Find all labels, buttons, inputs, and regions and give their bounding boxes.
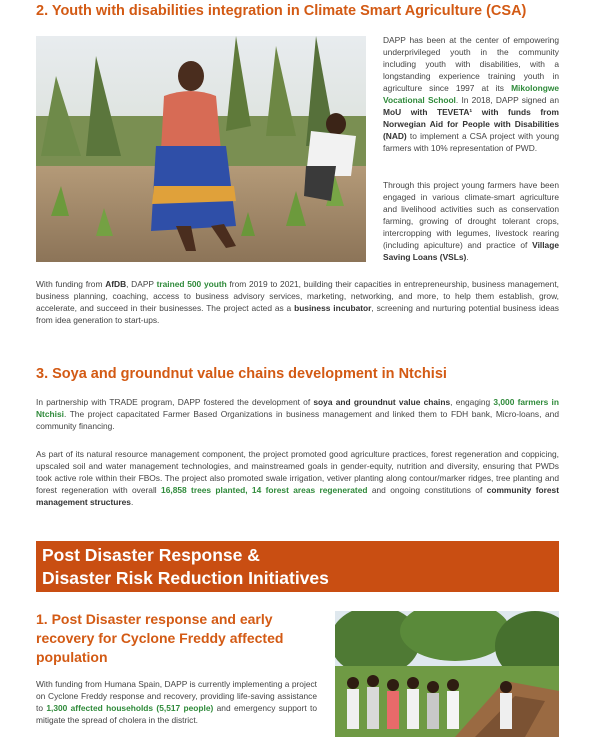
section-3-partnership-paragraph: In partnership with TRADE program, DAPP fostered the development of soya and groundnut value chains, engaging 3,000 farmers in Ntchisi. The project capacitated Farmer Based Organizations in business management and linked them to FDH bank, Micro-loans, and community financing. <box>36 397 559 431</box>
banner-line-1: Post Disaster Response & <box>42 545 260 565</box>
trees-highlight: 16,858 trees planted, 14 forest areas regenerated <box>161 485 368 495</box>
post-disaster-title: 1. Post Disaster response and early recovery for Cyclone Freddy affected population <box>36 611 284 665</box>
post-disaster-paragraph: With funding from Humana Spain, DAPP is currently implementing a project on Cyclone Freddy response and recovery, providing life-saving assistance to 1,300 affected households (5,517 people) and emergency support to mitigate the spread of cholera in the district. <box>36 679 317 725</box>
photo-youth-farming <box>36 36 366 262</box>
section-2-title: 2. Youth with disabilities integration in Climate Smart Agriculture (CSA) <box>36 3 527 19</box>
vsl-highlight: Village Saving Loans (VSLs) <box>383 240 559 262</box>
section-2-activities-paragraph: Through this project young farmers have been engaged in various climate-smart agriculture and livelihood activities such as conservation farming, growing of drought tolerant crops, intercropping with legumes, livestock rearing (including apiculture) and practice of Village Saving Loans (VSLs). <box>383 180 559 262</box>
photo-cyclone-response <box>335 611 559 737</box>
banner-line-2: Disaster Risk Reduction Initiatives <box>42 568 329 588</box>
mou-highlight: MoU with TEVETA¹ with funds from Norwegian Aid for People with Disabilities (NAD) <box>383 107 559 141</box>
post-disaster-banner <box>36 541 559 592</box>
incubator-highlight: business incubator <box>294 303 372 313</box>
structures-highlight: community forest management structures <box>36 485 559 507</box>
section-3-resource-paragraph: As part of its natural resource management component, the project promoted good agriculture practices, forest regeneration and coppicing, upscaled soil and water management technologies, and mainstreamed goals in gender-equity, nutrition and diversity, ensuring that PWDs took active role within their FBOs. The project also promoted swale irrigation, vetiver planting along contour/marker ridges, tree planting and forest regeneration with overall 16,858 trees planted, 14 forest areas regenerated and ongoing constitutions of community forest management structures. <box>36 449 559 507</box>
value-chains-highlight: soya and groundnut value chains <box>313 397 451 407</box>
households-highlight: 1,300 affected households (5,517 people) <box>46 703 214 713</box>
section-3-title: 3. Soya and groundnut value chains development in Ntchisi <box>36 366 447 382</box>
school-name: Mikolongwe Vocational School <box>383 83 559 105</box>
section-2-intro-paragraph: DAPP has been at the center of empowering underprivileged youth in the community including youth with disabilities, with a longstanding experience training youth in agriculture since 1997 at its Mikolongwe Vocational School. In 2018, DAPP signed an MoU with TEVETA¹ with funds from Norwegian Aid for People with Disabilities (NAD) to implement a CSA project with young farmers with 10% representation of PWD. <box>383 35 559 153</box>
trained-youth-highlight: trained 500 youth <box>156 279 227 289</box>
farmers-highlight: 3,000 farmers in Ntchisi <box>36 397 559 419</box>
section-2-funding-paragraph: With funding from AfDB, DAPP trained 500 youth from 2019 to 2021, building their capacities in entrepreneurship, business management, business planning, coaching, access to business advisory services, marketing, networking, and more, to help them establish, grow, accelerate, and succeed in their businesses. The project acted as a business incubator, screening and nurturing potential business ideas from idea generation to start-ups. <box>36 279 559 325</box>
afdb-highlight: AfDB <box>105 279 127 289</box>
